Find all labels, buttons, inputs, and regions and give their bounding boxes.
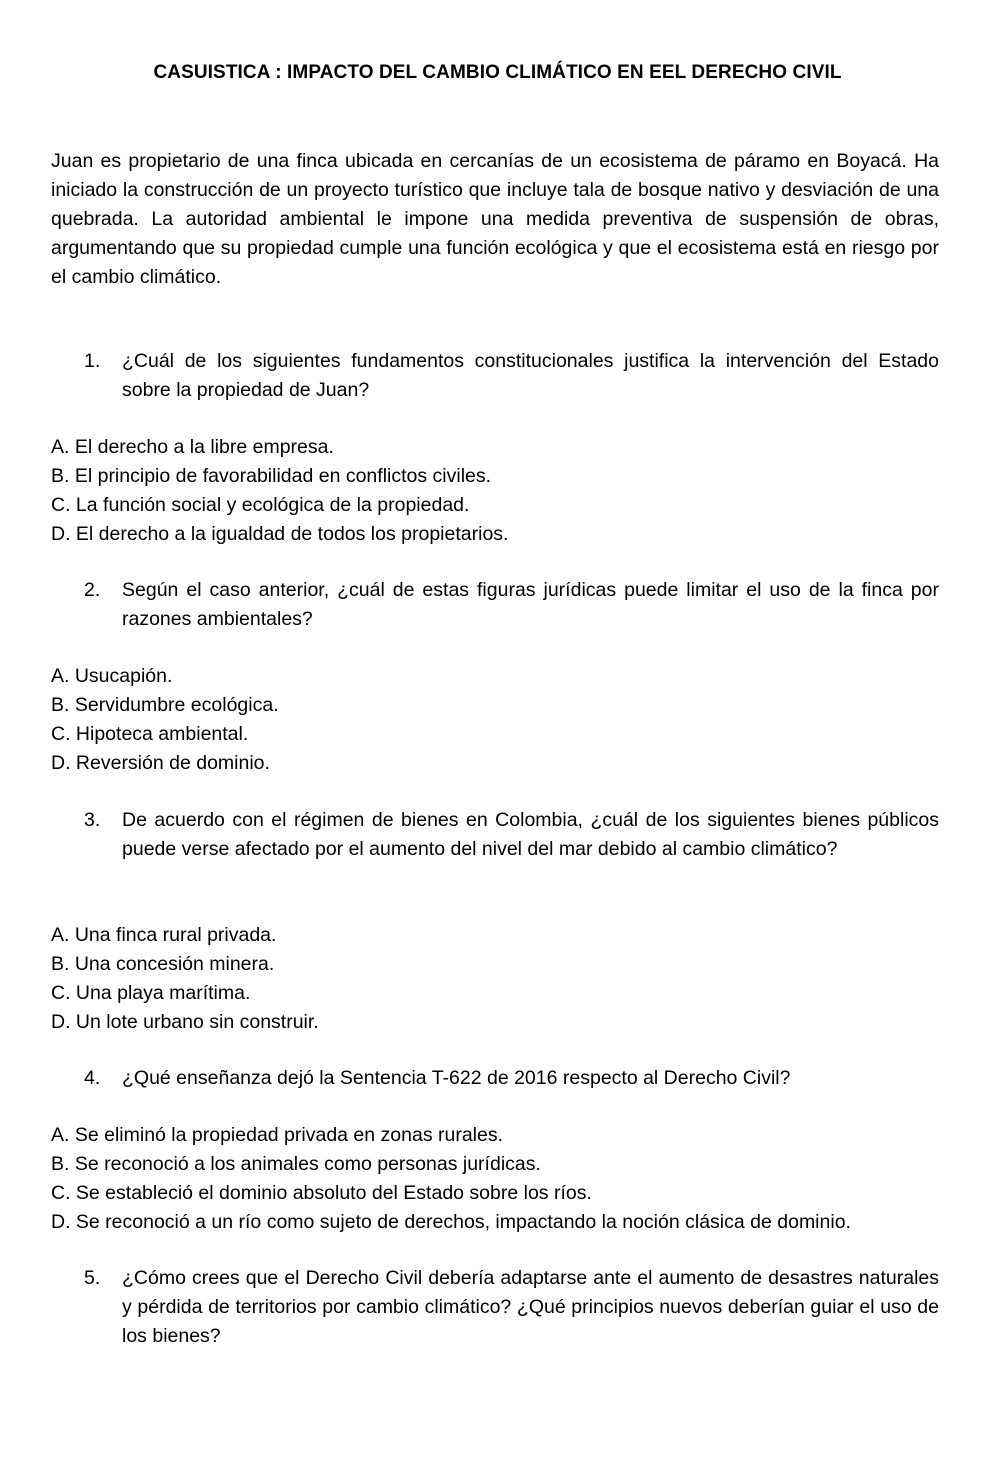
option-c: C. Se estableció el dominio absoluto del Estado sobre los ríos. (51, 1182, 592, 1204)
question-text: ¿Cuál de los siguientes fundamentos constitucionales justifica la intervención del Estado sobre la propiedad de Juan? (122, 350, 939, 401)
question-number: 2. (84, 579, 101, 601)
option-d: D. Se reconoció a un río como sujeto de derechos, impactando la noción clásica de dominio. (51, 1211, 851, 1233)
option-d: D. Un lote urbano sin construir. (51, 1011, 319, 1033)
document-title: CASUISTICA : IMPACTO DEL CAMBIO CLIMÁTICO EN EEL DERECHO CIVIL (153, 62, 842, 83)
option-a: A. Se eliminó la propiedad privada en zonas rurales. (51, 1124, 504, 1146)
option-c: C. La función social y ecológica de la propiedad. (51, 494, 470, 516)
option-b: B. Una concesión minera. (51, 953, 275, 975)
question-3-options (51, 921, 951, 1037)
option-c: C. Hipoteca ambiental. (51, 723, 249, 745)
question-text: De acuerdo con el régimen de bienes en Colombia, ¿cuál de los siguientes bienes públicos puede verse afectado por el aumento del nivel del mar debido al cambio climático? (122, 809, 939, 860)
option-b: B. Se reconoció a los animales como personas jurídicas. (51, 1153, 541, 1175)
option-b: B. El principio de favorabilidad en conflictos civiles. (51, 465, 492, 487)
question-3 (84, 806, 939, 864)
question-2 (84, 576, 939, 634)
question-number: 5. (84, 1267, 101, 1289)
option-a: A. El derecho a la libre empresa. (51, 436, 334, 458)
option-a: A. Una finca rural privada. (51, 924, 277, 946)
option-a: A. Usucapión. (51, 665, 173, 687)
question-4-options (51, 1121, 951, 1237)
option-d: D. El derecho a la igualdad de todos los propietarios. (51, 523, 509, 545)
question-1-options (51, 433, 951, 549)
option-c: C. Una playa marítima. (51, 982, 251, 1004)
question-number: 1. (84, 350, 101, 372)
question-1 (84, 347, 939, 405)
question-number: 3. (84, 809, 101, 831)
case-intro-paragraph: Juan es propietario de una finca ubicada en cercanías de un ecosistema de páramo en Boyacá. Ha iniciado la construcción de un proyecto turístico que incluye tala de bosque nativo y desviación de una quebrada. La autoridad ambiental le impone una medida preventiva de suspensión de obras, argumentando que su propiedad cumple una función ecológica y que el ecosistema está en riesgo por el cambio climático. (51, 150, 939, 288)
question-number: 4. (84, 1067, 101, 1089)
question-4 (84, 1064, 939, 1093)
option-d: D. Reversión de dominio. (51, 752, 270, 774)
question-text: Según el caso anterior, ¿cuál de estas figuras jurídicas puede limitar el uso de la finca por razones ambientales? (122, 579, 939, 630)
question-text: ¿Cómo crees que el Derecho Civil debería adaptarse ante el aumento de desastres naturales y pérdida de territorios por cambio climático? ¿Qué principios nuevos deberían guiar el uso de los bienes? (122, 1267, 939, 1347)
question-2-options (51, 662, 951, 778)
question-5 (84, 1264, 939, 1351)
question-text: ¿Qué enseñanza dejó la Sentencia T-622 de 2016 respecto al Derecho Civil? (122, 1067, 791, 1089)
option-b: B. Servidumbre ecológica. (51, 694, 279, 716)
